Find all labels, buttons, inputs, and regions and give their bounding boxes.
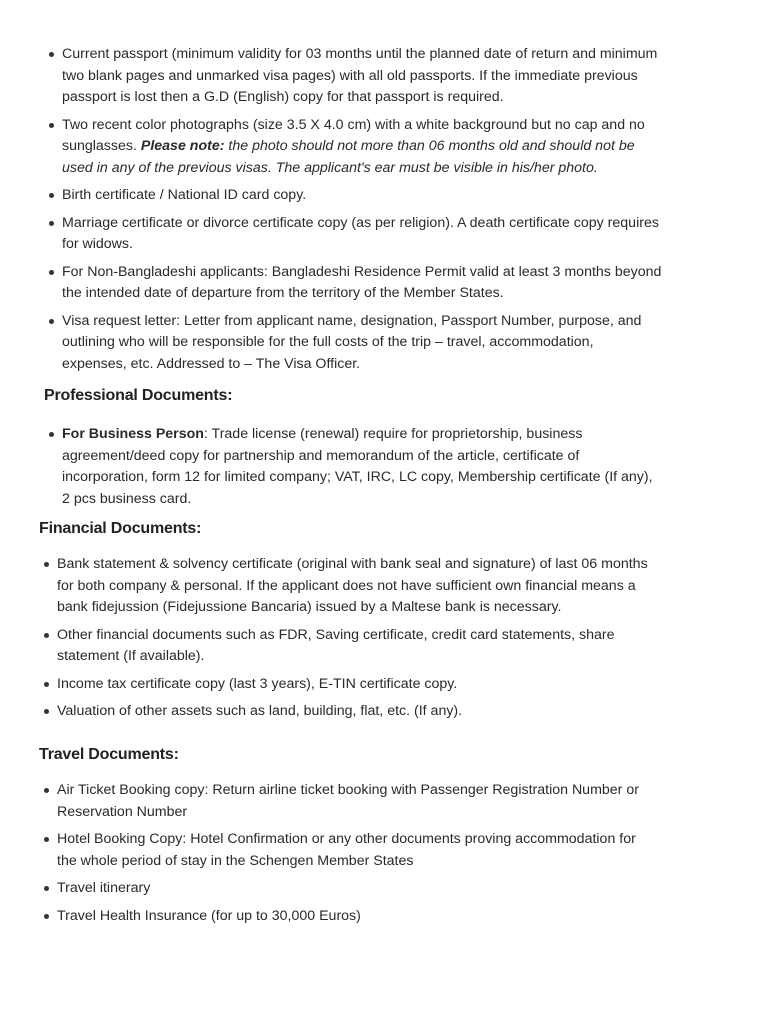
list-item	[57, 674, 667, 696]
list-item	[62, 213, 662, 256]
list-item-text: Travel itinerary	[57, 880, 151, 896]
bullet-icon	[44, 914, 49, 919]
list-item-text: Visa request letter: Letter from applicant name, designation, Passport Number, purpose, and outlining who will be responsible for the full costs of the trip – travel, accommodation, expenses, etc. Addressed to – The Visa Officer.	[62, 312, 642, 372]
bullet-icon	[44, 562, 49, 567]
bullet-icon	[44, 837, 49, 842]
list-item	[57, 829, 657, 872]
list-item-text: Other financial documents such as FDR, Saving certificate, credit card statements, share statement (If available).	[57, 626, 615, 664]
list-item-text: Current passport (minimum validity for 03 months until the planned date of return and minimum two blank pages and unmarked visa pages) with all old passports. If the immediate previous passport is lost then a G.D (English) copy for that passport is required.	[62, 46, 658, 105]
bullet-icon	[49, 270, 54, 275]
financial-documents-list	[57, 554, 667, 729]
bullet-icon	[44, 633, 49, 638]
list-item	[62, 44, 662, 109]
list-item	[57, 554, 667, 619]
list-item-text: Two recent color photographs (size 3.5 X 4.0 cm) with a white background but no cap and no sunglasses.	[62, 116, 645, 154]
list-item-text: Valuation of other assets such as land, building, flat, etc. (If any).	[57, 703, 463, 719]
list-item	[62, 262, 662, 305]
bullet-icon	[49, 432, 54, 437]
travel-documents-list	[57, 780, 657, 933]
list-item	[57, 625, 667, 668]
bullet-icon	[44, 788, 49, 793]
professional-documents-list	[62, 424, 662, 516]
travel-documents-heading: Travel Documents:	[39, 746, 179, 763]
list-item-text: Marriage certificate or divorce certificate copy (as per religion). A death certificate copy requires for widows.	[62, 214, 659, 252]
list-item-text: : Trade license (renewal) require for proprietorship, business agreement/deed copy for partnership and memorandum of the article, certificate of incorporation, form 12 for limited company; VAT, IRC, LC copy, Membership certificate (If any), 2 pcs business card.	[62, 426, 653, 507]
bullet-icon	[44, 886, 49, 891]
bullet-icon	[49, 52, 54, 57]
list-item	[57, 906, 657, 928]
financial-documents-heading: Financial Documents:	[39, 520, 202, 537]
list-item	[57, 701, 667, 723]
personal-documents-list	[62, 44, 662, 381]
list-item	[57, 780, 657, 823]
bullet-icon	[49, 319, 54, 324]
note-label: Please note:	[140, 138, 225, 154]
list-item-text: Bank statement & solvency certificate (original with bank seal and signature) of last 06 months for both company & personal. If the applicant does not have sufficient own financial means a bank fidejussion (Fidejussione Bancaria) issued by a Maltese bank is necessary.	[57, 556, 648, 615]
list-item	[62, 311, 662, 376]
bullet-icon	[44, 682, 49, 687]
list-item	[62, 185, 662, 207]
list-item-text: Hotel Booking Copy: Hotel Confirmation or any other documents proving accommodation for the whole period of stay in the Schengen Member States	[57, 831, 636, 869]
list-item	[62, 115, 662, 180]
list-item-text: Income tax certificate copy (last 3 years), E-TIN certificate copy.	[57, 675, 458, 692]
note-text: the photo should not more than 06 months old and should not be used in any of the previous visas. The applicant's ear must be visible in his/her photo.	[62, 138, 635, 176]
bullet-icon	[49, 193, 54, 198]
list-item-text: For Non-Bangladeshi applicants: Bangladeshi Residence Permit valid at least 3 months beyond the intended date of departure from the territory of the Member States.	[62, 263, 662, 301]
list-item	[62, 424, 662, 510]
list-item	[57, 878, 657, 900]
bullet-icon	[49, 221, 54, 226]
bullet-icon	[44, 709, 49, 714]
professional-documents-heading: Professional Documents:	[44, 387, 233, 404]
list-item-text: Travel Health Insurance (for up to 30,000 Euros)	[57, 907, 361, 924]
bullet-icon	[49, 123, 54, 128]
list-item-label: For Business Person	[62, 426, 204, 442]
list-item-text: Air Ticket Booking copy: Return airline ticket booking with Passenger Registration Number or Reservation Number	[57, 782, 639, 820]
list-item-text: Birth certificate / National ID card copy.	[62, 187, 307, 203]
